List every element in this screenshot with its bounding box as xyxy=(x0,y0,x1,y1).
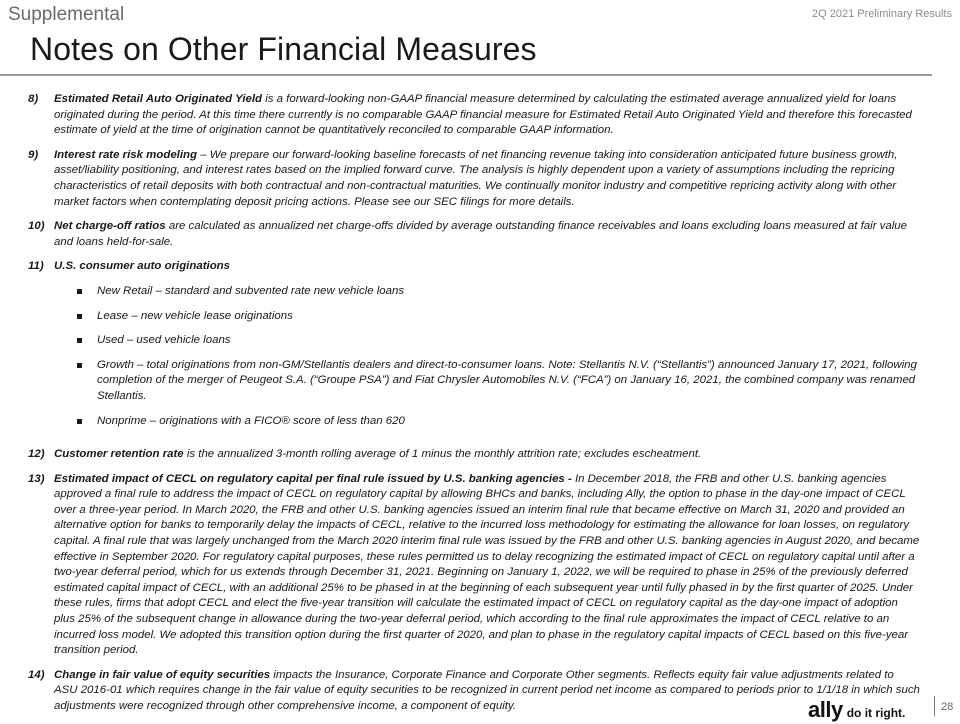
note-number: 9) xyxy=(28,148,39,161)
note-text: is a forward-looking non-GAAP financial measure determined by calculating the estimated average annualized yield for loans originated during the period. At this time there currently is no comparable GAAP financial measure for Estimated Retail Auto Originated Yield and therefore this forecasted estimate of yield at the time of origination cannot be quantitatively reconciled to comparable GAAP information. xyxy=(54,93,912,137)
note-item xyxy=(28,259,920,438)
note-item xyxy=(28,148,920,210)
square-bullet-icon xyxy=(28,284,70,300)
note-paragraph xyxy=(54,259,920,275)
subitem xyxy=(28,414,920,430)
note-text: – We prepare our forward-looking baseline forecasts of net financing revenue taking into consideration anticipated future business growth, asset/liability positioning, and interest rates based on the implied forward curve. The analysis is highly dependent upon a variety of assumptions including the repricing characteristics of retail deposits with both contractual and non-contractual maturities. We continually monitor industry and competitive repricing activity along with other market factors when contemplating deposit pricing actions. Please see our SEC filings for more details. xyxy=(54,148,898,208)
note-body xyxy=(54,447,920,463)
note-number: 13) xyxy=(28,472,45,485)
note-term: Estimated impact of CECL on regulatory capital per final rule issued by U.S. banking agencies - xyxy=(54,472,572,485)
page-title: Notes on Other Financial Measures xyxy=(30,31,537,67)
note-number: 11) xyxy=(28,260,44,273)
note-text: is the annualized 3-month rolling average of 1 minus the monthly attrition rate; excludes escheatment. xyxy=(183,448,702,461)
note-item xyxy=(28,472,920,659)
square-bullet-icon xyxy=(28,333,70,349)
title-divider xyxy=(0,74,932,76)
note-paragraph xyxy=(54,668,920,715)
note-item xyxy=(28,447,920,463)
subitem xyxy=(28,284,920,300)
section-label: Supplemental xyxy=(8,4,125,25)
note-term: U.S. consumer auto originations xyxy=(54,260,231,273)
note-number: 14) xyxy=(28,668,45,681)
footer-divider xyxy=(934,696,935,716)
note-paragraph xyxy=(54,92,920,139)
note-term: Estimated Retail Auto Originated Yield xyxy=(54,93,263,105)
note-term: Net charge-off ratios xyxy=(54,220,166,233)
note-item xyxy=(28,92,920,139)
subitem-text: Growth – total originations from non-GM/Stellantis dealers and direct-to-consumer loans. Note: Stellantis N.V. (“Stellantis”) announced January 17, 2021, following completion of the merger of Peugeot S.A. (“Groupe PSA”) and Fiat Chrysler Automobiles N.V. (“FCA”) on January 16, 2021, the combined company was renamed Stellantis. xyxy=(97,358,917,402)
subitem-text: Nonprime – originations with a FICO® score of less than 620 xyxy=(97,414,405,427)
note-text: In December 2018, the FRB and other U.S. banking agencies approved a final rule to address the impact of CECL on regulatory capital by allowing BHCs and banks, including Ally, the option to phase in the day-one impact of CECL over a three-year period. In March 2020, the FRB and other U.S. banking agencies issued an interim final rule that became effective on March 31, 2020 and provided an alternative option for banks to temporarily delay the impacts of CECL, relative to the incurred loss methodology for estimating the allowance for loan losses, on regulatory capital. A final rule that was largely unchanged from the March 2020 interim final rule was issued by the FRB and other U.S. banking agencies in August 2020, and became effective in September 2020. For regulatory capital purposes, these rules permitted us to delay recognizing the estimated impact of CECL on regulatory capital until after a two-year deferral period, which for us extends through December 31, 2021. Beginning on January 1, 2022, we will be required to phase in 25% of the previously deferred estimated capital impact of CECL, with an additional 25% to be phased in at the beginning of each subsequent year until fully phased in by the first quarter of 2025. Under these rules, firms that adopt CECL and elect the five-year transition will calculate the estimated impact of CECL on regulatory capital as the day-one impact of adoption plus 25% of the subsequent change in allowance during the two-year deferral period, which according to the final rule approximates the impact of CECL relative to an incurred loss model. We adopted this transition option during the first quarter of 2020, and plan to phase in the regulatory capital impacts of CECL based on this five-year transition period. xyxy=(54,472,920,657)
logo-wordmark: ally xyxy=(808,697,843,722)
note-paragraph xyxy=(54,472,920,659)
square-bullet-icon xyxy=(28,414,70,430)
notes-list xyxy=(28,92,920,724)
note-text: impacts the Insurance, Corporate Finance and Corporate Other segments. Reflects equity fair value adjustments related to ASU 2016-01 which requires change in the fair value of equity securities to be recognized in current period net income as compared to periods prior to 1/1/18 in which such adjustments were recognized through other comprehensive income, a component of equity. xyxy=(54,668,920,712)
subitem-text: Used – used vehicle loans xyxy=(97,334,231,347)
subitem xyxy=(28,309,920,325)
square-bullet-icon xyxy=(28,358,70,405)
subitem-list xyxy=(54,284,920,429)
note-number: 8) xyxy=(28,93,39,105)
note-term: Interest rate risk modeling xyxy=(54,148,198,161)
ally-logo xyxy=(808,697,905,723)
note-item xyxy=(28,668,920,715)
note-body xyxy=(54,668,920,715)
note-item xyxy=(28,219,920,250)
note-term: Change in fair value of equity securities xyxy=(54,668,271,681)
note-paragraph xyxy=(54,219,920,250)
page-number: 28 xyxy=(941,701,954,713)
note-term: Customer retention rate xyxy=(54,448,184,461)
subitem-text: Lease – new vehicle lease originations xyxy=(97,309,293,322)
subitem xyxy=(28,358,920,405)
note-number: 10) xyxy=(28,220,45,233)
note-body xyxy=(54,148,920,210)
note-body xyxy=(54,92,920,139)
note-body xyxy=(54,219,920,250)
note-paragraph xyxy=(54,148,920,210)
square-bullet-icon xyxy=(28,309,70,325)
subitem xyxy=(28,333,920,349)
note-paragraph xyxy=(54,447,920,463)
logo-tagline: do it right. xyxy=(846,706,906,720)
note-body xyxy=(54,472,920,659)
note-body xyxy=(54,259,920,438)
note-text: are calculated as annualized net charge-offs divided by average outstanding finance receivables and loans excluding loans measured at fair value and loans held-for-sale. xyxy=(54,220,908,248)
note-number: 12) xyxy=(28,448,45,461)
report-label: 2Q 2021 Preliminary Results xyxy=(811,8,952,20)
subitem-text: New Retail – standard and subvented rate new vehicle loans xyxy=(97,284,405,297)
